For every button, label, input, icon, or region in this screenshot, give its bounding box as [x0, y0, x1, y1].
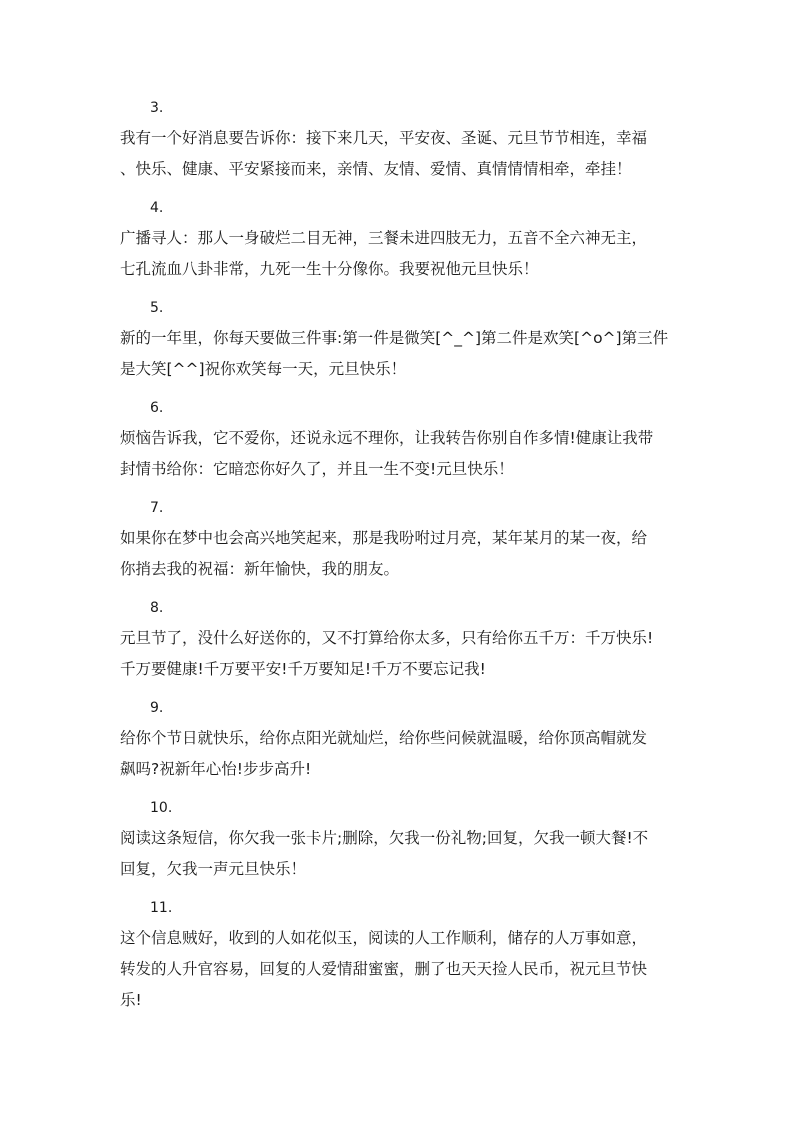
entry-line: 这个信息贼好，收到的人如花似玉，阅读的人工作顺利，储存的人万事如意， [120, 929, 648, 947]
entry-number: 3. [150, 100, 164, 116]
entry-line: 乐! [120, 991, 142, 1009]
message-entry-11 [120, 893, 680, 1016]
message-entry-10 [120, 793, 680, 885]
entry-number: 8. [150, 600, 164, 616]
entry-line: 封情书给你：它暗恋你好久了，并且一生不变!元旦快乐！ [120, 460, 514, 478]
entry-number: 10. [150, 800, 173, 816]
entry-text [120, 623, 680, 685]
entry-number: 9. [150, 700, 164, 716]
entry-text [120, 923, 680, 1016]
entry-number: 4. [150, 200, 164, 216]
entry-line: 七孔流血八卦非常，九死一生十分像你。我要祝他元旦快乐！ [120, 260, 539, 278]
entry-line: 元旦节了，没什么好送你的，又不打算给你太多，只有给你五千万：千万快乐! [120, 629, 654, 647]
entry-line: 阅读这条短信，你欠我一张卡片;删除，欠我一份礼物;回复，欠我一顿大餐!不 [120, 829, 649, 847]
entry-line: 给你个节日就快乐，给你点阳光就灿烂，给你些问候就温暖，给你顶高帽就发 [120, 729, 648, 747]
entry-line: 转发的人升官容易，回复的人爱情甜蜜蜜，删了也天天捡人民币，祝元旦节快 [120, 960, 648, 978]
entry-text [120, 423, 680, 485]
entry-text [120, 823, 680, 885]
entry-line: 新的一年里，你每天要做三件事:第一件是微笑[^_^]第二件是欢笑[^o^]第三件 [120, 329, 669, 347]
entry-line: 烦恼告诉我，它不爱你，还说永远不理你，让我转告你别自作多情!健康让我带 [120, 429, 654, 447]
entry-line: 回复，欠我一声元旦快乐！ [120, 860, 307, 878]
document-body [120, 93, 680, 1024]
message-entry-9 [120, 693, 680, 785]
entry-line: 如果你在梦中也会高兴地笑起来，那是我吩咐过月亮，某年某月的某一夜，给 [120, 529, 648, 547]
entry-number: 11. [150, 900, 173, 916]
entry-text [120, 523, 680, 585]
entry-number: 7. [150, 500, 164, 516]
entry-text [120, 723, 680, 785]
entry-line: 、快乐、健康、平安紧接而来，亲情、友情、爱情、真情情情相牵，牵挂！ [120, 160, 632, 178]
message-entry-3 [120, 93, 680, 185]
message-entry-4 [120, 193, 680, 285]
entry-text [120, 323, 680, 385]
entry-number: 6. [150, 400, 164, 416]
entry-text [120, 223, 680, 285]
entry-number: 5. [150, 300, 164, 316]
message-entry-6 [120, 393, 680, 485]
entry-line: 飙吗?祝新年心怡!步步高升! [120, 760, 312, 778]
entry-text [120, 123, 680, 185]
message-entry-8 [120, 593, 680, 685]
entry-line: 是大笑[^^]祝你欢笑每一天，元旦快乐！ [120, 360, 407, 378]
entry-line: 千万要健康!千万要平安!千万要知足!千万不要忘记我! [120, 660, 486, 678]
message-entry-7 [120, 493, 680, 585]
entry-line: 广播寻人：那人一身破烂二目无神，三餐未进四肢无力，五音不全六神无主， [120, 229, 648, 247]
message-entry-5 [120, 293, 680, 385]
entry-line: 你捎去我的祝福：新年愉快，我的朋友。 [120, 560, 400, 578]
entry-line: 我有一个好消息要告诉你：接下来几天，平安夜、圣诞、元旦节节相连，幸福 [120, 129, 648, 147]
